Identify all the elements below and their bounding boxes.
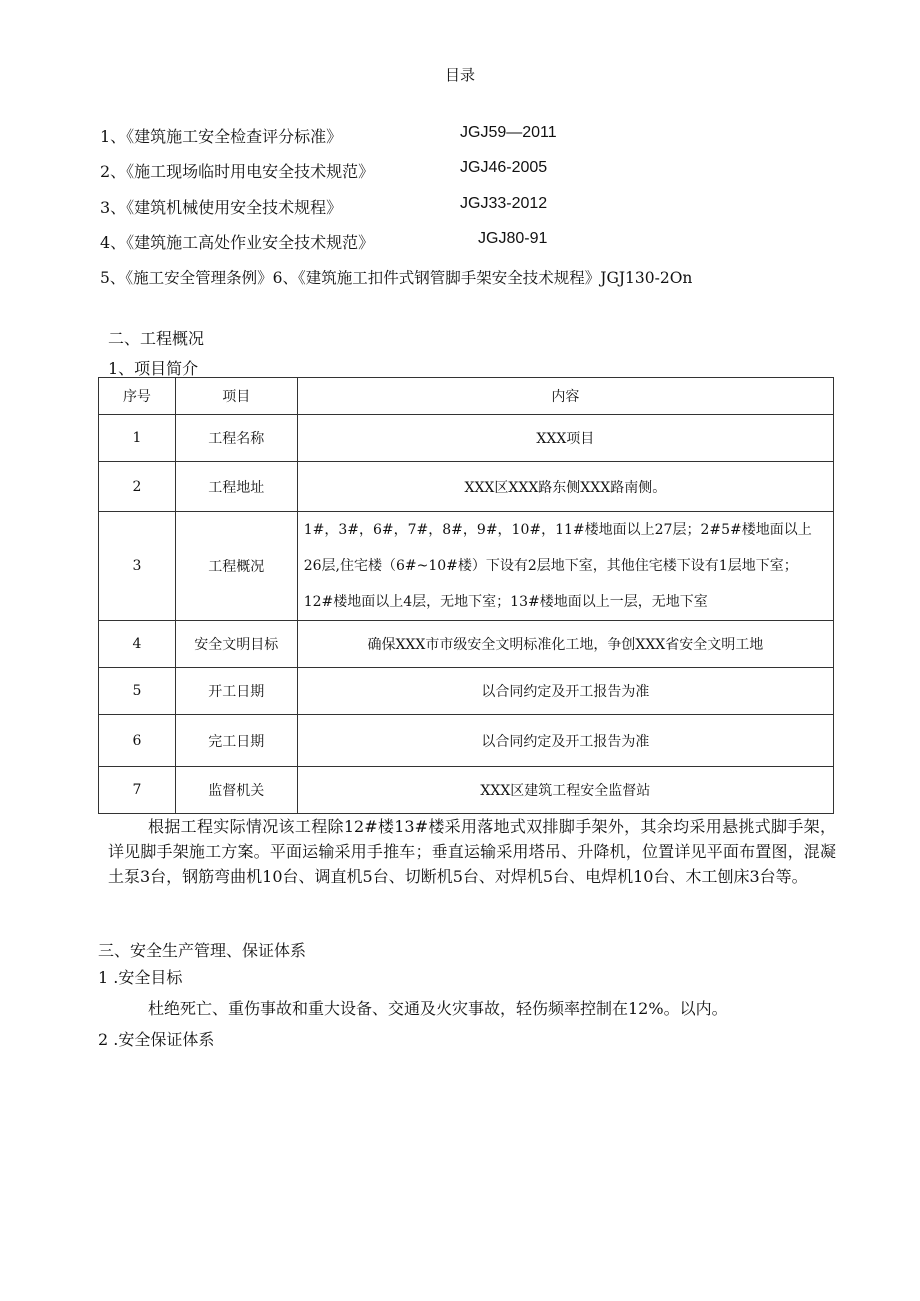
toc-item-5: 5、《施工安全管理条例》6、《建筑施工扣件式钢管脚手架安全技术规程》JGJ130-2On (100, 269, 693, 287)
toc-item-1: 1、《建筑施工安全检查评分标准》 (100, 127, 343, 146)
row-content-multiline (297, 512, 833, 621)
row-item: 工程名称 (175, 415, 297, 462)
project-description-paragraph: 根据工程实际情况该工程除12#楼13#楼采用落地式双排脚手架外，其余均采用悬挑式脚手架，详见脚手架施工方案。平面运输采用手推车；垂直运输采用塔吊、升降机，位置详见平面布置图，混凝土泵3台，钢筋弯曲机10台、调直机5台、切断机5台、对焊机5台、电焊机10台、木工刨床3台等。 (108, 817, 836, 886)
row-no: 4 (99, 621, 176, 668)
section-3-sub2: 2 .安全保证体系 (98, 1030, 215, 1049)
row-item: 工程地址 (175, 462, 297, 512)
overview-line-1: 1#，3#，6#，7#，8#，9#，10#，11#楼地面以上27层；2#5#楼地面以上 (303, 522, 812, 538)
project-info-table (98, 377, 834, 814)
safety-goal-text: 杜绝死亡、重伤事故和重大设备、交通及火灾事故，轻伤频率控制在12%。以内。 (148, 999, 728, 1018)
toc-code-1: JGJ59—2011 (460, 124, 557, 141)
row-no: 1 (99, 415, 176, 462)
header-no: 序号 (99, 378, 176, 415)
toc-code-2: JGJ46-2005 (460, 159, 548, 176)
row-item: 工程概况 (175, 512, 297, 621)
section-2-sub1: 1、项目简介 (108, 359, 199, 378)
table-row (99, 462, 834, 512)
toc-item-3: 3、《建筑机械使用安全技术规程》 (100, 198, 343, 217)
header-content: 内容 (297, 378, 833, 415)
table-row (99, 621, 834, 668)
row-no: 5 (99, 668, 176, 715)
row-item: 安全文明目标 (175, 621, 297, 668)
overview-line-3: 12#楼地面以上4层，无地下室；13#楼地面以上一层，无地下室 (303, 594, 708, 610)
row-content: XXX区建筑工程安全监督站 (297, 767, 833, 814)
toc-item-4: 4、《建筑施工高处作业安全技术规范》 (100, 233, 375, 252)
row-no: 3 (99, 512, 176, 621)
row-item: 完工日期 (175, 715, 297, 767)
toc-item-2: 2、《施工现场临时用电安全技术规范》 (100, 162, 375, 181)
section-3-heading: 三、安全生产管理、保证体系 (98, 941, 307, 960)
toc-title: 目录 (444, 66, 475, 84)
table-row (99, 668, 834, 715)
row-content: XXX区XXX路东侧XXX路南侧。 (297, 462, 833, 512)
row-content: XXX项目 (297, 415, 833, 462)
row-item: 开工日期 (175, 668, 297, 715)
table-row (99, 415, 834, 462)
overview-line-2: 26层,住宅楼（6#~10#楼）下设有2层地下室，其他住宅楼下设有1层地下室； (303, 558, 798, 574)
table-header-row (99, 378, 834, 415)
toc-code-3: JGJ33-2012 (460, 195, 548, 212)
section-2-heading: 二、工程概况 (108, 329, 205, 348)
row-no: 7 (99, 767, 176, 814)
row-no: 6 (99, 715, 176, 767)
section-3-sub1: 1 .安全目标 (98, 968, 183, 987)
row-item: 监督机关 (175, 767, 297, 814)
row-no: 2 (99, 462, 176, 512)
row-content: 以合同约定及开工报告为准 (297, 715, 833, 767)
table-row (99, 512, 834, 621)
row-content: 确保XXX市市级安全文明标准化工地，争创XXX省安全文明工地 (297, 621, 833, 668)
table-row (99, 767, 834, 814)
row-content: 以合同约定及开工报告为准 (297, 668, 833, 715)
header-item: 项目 (175, 378, 297, 415)
toc-code-4: JGJ80-91 (478, 230, 548, 247)
table-row (99, 715, 834, 767)
